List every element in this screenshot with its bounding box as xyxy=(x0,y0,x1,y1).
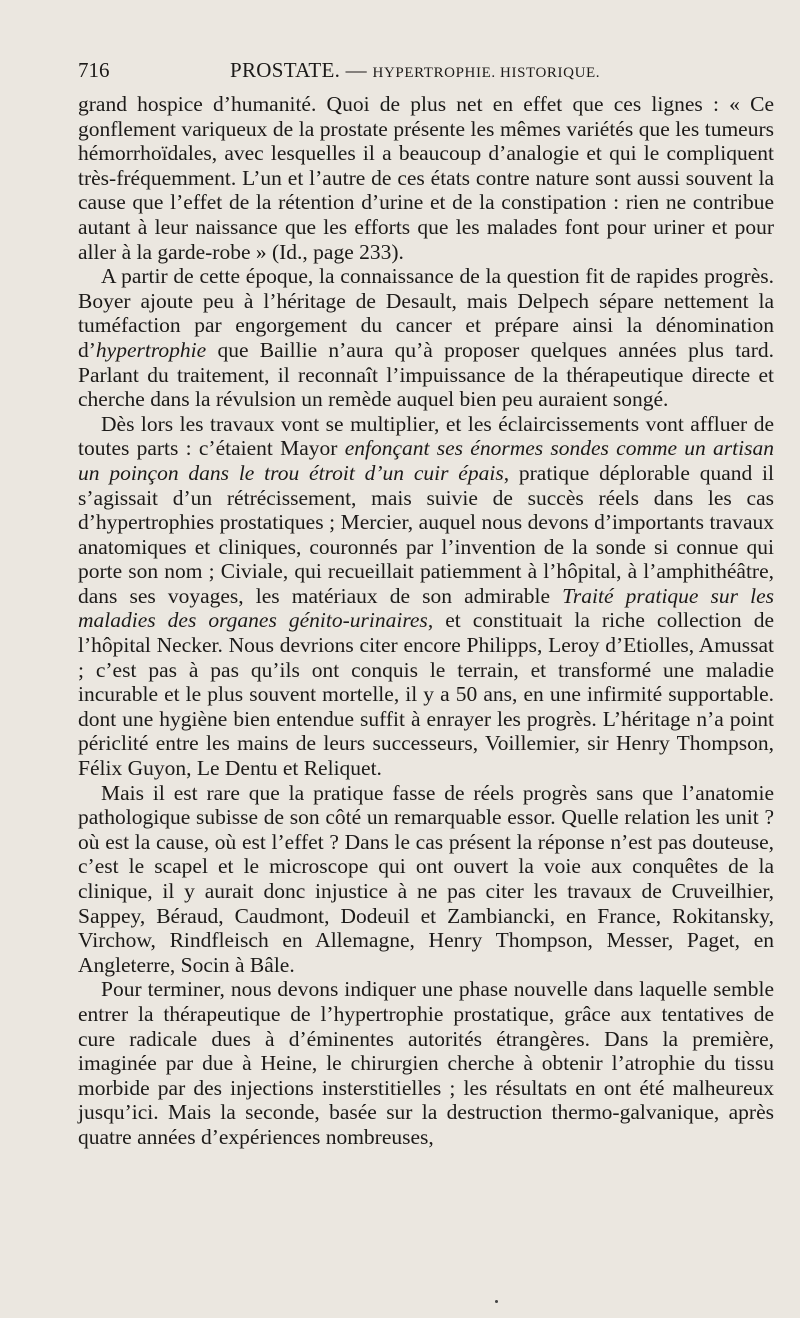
running-head xyxy=(230,58,600,83)
paragraph-text: grand hospice d’humanité. Quoi de plus net en effet que ces lignes : « Ce gonflement variqueux de la prostate présente les mêmes variétés que les tumeurs hémorrhoïdales, avec lesquelles il a beaucoup d’analogie et qui le compliquent très-fréquemment. L’un et l’autre de ces états contre nature sont aussi souvent la cause que l’effet de la rétention d’urine et de la constipation : rien ne contribue autant à leur naissance que les efforts que les malades font pour uriner et pour aller à la garde-robe » (Id., page 233). xyxy=(78,92,774,264)
page-header xyxy=(78,58,774,92)
paragraph-text: Dès lors les travaux vont se multiplier, et les éclaircissements vont affluer de toutes parts : c’étaient Mayor xyxy=(78,411,774,461)
paragraph xyxy=(78,977,774,1149)
paragraph xyxy=(78,264,774,412)
running-head-subtitle: HYPERTROPHIE. HISTORIQUE. xyxy=(372,65,601,81)
paragraph-continued xyxy=(78,92,774,264)
running-head-dash: — xyxy=(340,58,373,82)
italic-quote: enfonçant ses énormes sondes comme un artisan un poinçon dans le trou étroit d’un cuir épais xyxy=(78,436,774,485)
page-number: 716 xyxy=(78,58,110,82)
paragraph-text: A partir de cette époque, la connaissance de la question fit de rapides progrès. Boyer ajoute peu à l’héritage de Desault, mais Delpech sépare nettement la tuméfaction par engorgement du cancer et prépare ainsi la dénomination d’ xyxy=(78,264,774,362)
running-head-title: PROSTATE. xyxy=(230,58,341,82)
ink-speck xyxy=(495,1300,498,1303)
paragraph-text: , pratique déplorable quand il s’agissait d’un rétrécissement, mais suivie de succès réels dans les cas d’hypertrophies prostatiques ; Mercier, auquel nous devons d’importants travaux anatomiques et cliniques, couronnés par l’invention de la sonde si connue qui porte son nom ; Civiale, qui recueillait patiemment à l’hôpital, à l’amphithéâtre, dans ses voyages, les matériaux de son admirable xyxy=(78,460,774,608)
italic-book-title: Traité pratique sur les maladies des organes génito-urinaires xyxy=(78,583,774,633)
paragraph xyxy=(78,412,774,781)
body-text xyxy=(78,92,774,1150)
italic-term: hypertrophie xyxy=(95,337,207,362)
paragraph xyxy=(78,781,774,978)
paragraph-text: Pour terminer, nous devons indiquer une phase nouvelle dans laquelle semble entrer la thérapeutique de l’hypertrophie prostatique, grâce aux tentatives de cure radicale dues à d’éminentes autorités étrangères. Dans la première, imaginée par due à Heine, le chirurgien cherche à obtenir l’atrophie du tissu morbide par des injections insterstitielles ; les résultats en ont été malheureux jusqu’ici. Mais la seconde, basée sur la destruction thermo-galvanique, après quatre années d’expériences nombreuses, xyxy=(78,977,774,1149)
paragraph-text: que Baillie n’aura qu’à proposer quelques années plus tard. Parlant du traitement, il reconnaît l’impuissance de la thérapeutique directe et cherche dans la révulsion un remède auquel bien peu auraient songé. xyxy=(78,337,774,412)
paragraph-text: , et constituait la riche collection de l’hôpital Necker. Nous devrions citer encore Philipps, Leroy d’Etiolles, Amussat ; c’est pas à pas qu’ils ont conquis le terrain, et transformé une maladie incurable et le plus souvent mortelle, il y a 50 ans, en une infirmité supportable. dont une hygiène bien entendue suffit à enrayer les progrès. L’héritage n’a point périclité entre les mains de leurs successeurs, Voillemier, sir Henry Thompson, Félix Guyon, Le Dentu et Reliquet. xyxy=(78,608,774,781)
paragraph-text: Mais il est rare que la pratique fasse de réels progrès sans que l’anatomie pathologique subisse de son côté un remarquable essor. Quelle relation les unit ? où est la cause, où est l’effet ? Dans le cas présent la réponse n’est pas douteuse, c’est le scapel et le microscope qui ont ouvert la voie aux conquêtes de la clinique, il y aurait donc injustice à ne pas citer les travaux de Cruveilhier, Sappey, Béraud, Caudmont, Dodeuil et Zambiancki, en France, Rokitansky, Virchow, Rindfleisch en Allemagne, Henry Thompson, Messer, Paget, en Angleterre, Socin à Bâle. xyxy=(78,780,774,977)
